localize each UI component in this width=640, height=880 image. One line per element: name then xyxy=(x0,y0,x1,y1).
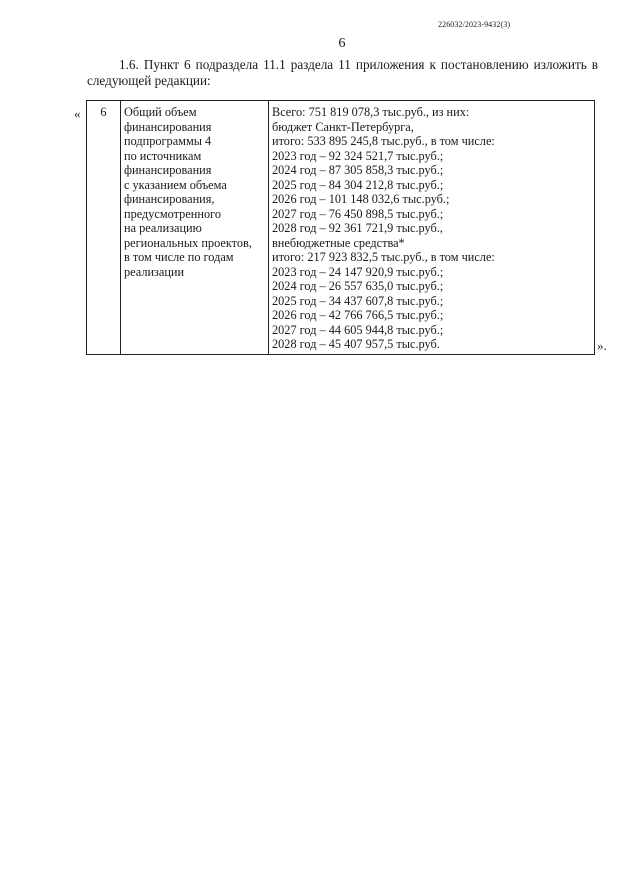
value-line: Всего: 751 819 078,3 тыс.руб., из них: xyxy=(272,105,470,119)
value-line: внебюджетные средства* xyxy=(272,235,405,250)
value-line: 2025 год – 34 437 607,8 тыс.руб.; xyxy=(272,293,444,308)
financing-table xyxy=(86,100,595,355)
row-number-cell: 6 xyxy=(87,101,121,355)
title-line: на реализацию xyxy=(124,221,202,235)
intro-paragraph: 1.6. Пункт 6 подраздела 11.1 раздела 11 приложения к постановлению изложить в следующей редакции: xyxy=(87,57,598,88)
value-line: бюджет Санкт-Петербурга, xyxy=(272,119,414,134)
value-line: 2023 год – 24 147 920,9 тыс.руб.; xyxy=(272,264,444,279)
value-line: 2023 год – 92 324 521,7 тыс.руб.; xyxy=(272,148,444,163)
title-line: Общий объем xyxy=(124,105,197,119)
table-row xyxy=(87,101,595,355)
title-line: подпрограммы 4 xyxy=(124,134,212,148)
value-line: 2024 год – 26 557 635,0 тыс.руб.; xyxy=(272,279,444,293)
title-line: с указанием объема xyxy=(124,177,227,192)
opening-quote-mark: « xyxy=(74,106,81,121)
title-line: в том числе по годам xyxy=(124,250,234,264)
value-line: 2025 год – 84 304 212,8 тыс.руб.; xyxy=(272,177,444,192)
value-line: итого: 533 895 245,8 тыс.руб., в том числе: xyxy=(272,134,495,148)
title-line: финансирования xyxy=(124,163,212,177)
title-line: реализации xyxy=(124,264,185,279)
value-line: 2024 год – 87 305 858,3 тыс.руб.; xyxy=(272,163,444,177)
value-line: 2027 год – 44 605 944,8 тыс.руб.; xyxy=(272,322,444,337)
value-line: 2026 год – 42 766 766,5 тыс.руб.; xyxy=(272,308,444,322)
title-line: финансирования xyxy=(124,119,212,134)
row-title-cell xyxy=(121,101,269,355)
page-number: 6 xyxy=(338,36,346,51)
title-line: по источникам xyxy=(124,148,202,163)
value-line: 2028 год – 45 407 957,5 тыс.руб. xyxy=(272,337,440,351)
title-line: предусмотренного xyxy=(124,206,221,221)
value-line: 2028 год – 92 361 721,9 тыс.руб., xyxy=(272,221,443,235)
document-number: 226032/2023-9432(3) xyxy=(438,20,511,29)
row-values-cell xyxy=(269,101,595,355)
title-line: финансирования, xyxy=(124,192,215,206)
title-line: региональных проектов, xyxy=(124,235,252,250)
value-line: 2026 год – 101 148 032,6 тыс.руб.; xyxy=(272,192,450,206)
closing-quote-mark: ». xyxy=(597,338,607,353)
value-line: 2027 год – 76 450 898,5 тыс.руб.; xyxy=(272,206,444,221)
value-line: итого: 217 923 832,5 тыс.руб., в том числе: xyxy=(272,250,495,264)
